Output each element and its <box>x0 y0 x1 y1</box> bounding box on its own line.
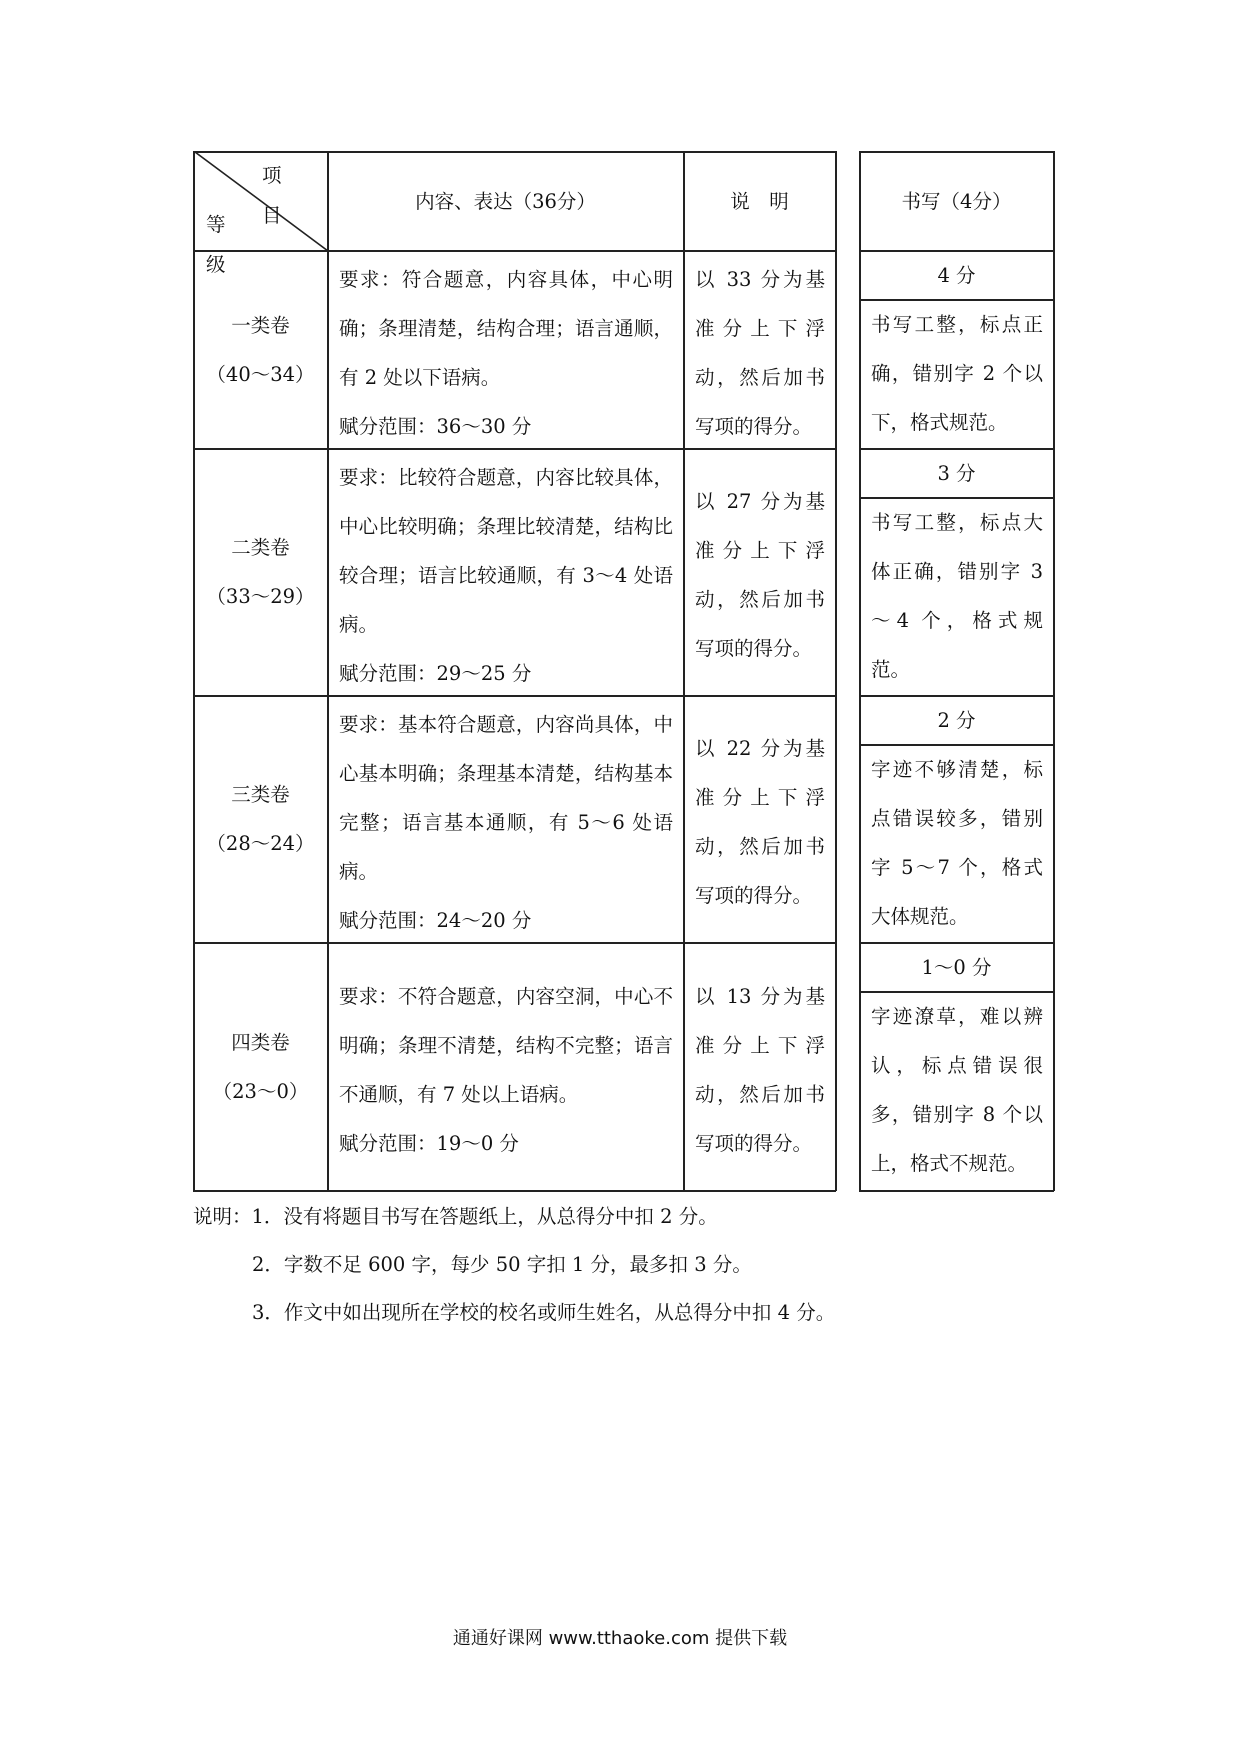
score-range: 赋分范围：29～25 分 <box>339 662 532 685</box>
grade-label: 四类卷 <box>231 1030 290 1054</box>
grade-range: （28～24） <box>206 832 315 855</box>
header-content: 内容、表达（36分） <box>415 189 596 213</box>
grade-label: 二类卷 <box>231 536 290 559</box>
explain-text: 以 33 分为基准分上下浮动，然后加书写项的得分。 <box>695 268 825 438</box>
grade-cell <box>194 251 327 448</box>
grade-label: 一类卷 <box>231 313 290 337</box>
header-explain: 说 明 <box>730 189 789 213</box>
score-range: 赋分范围：24～20 分 <box>339 909 532 932</box>
grade-range: （40～34） <box>206 362 315 386</box>
explain-text: 以 22 分为基准分上下浮动，然后加书写项的得分。 <box>695 737 825 907</box>
grade-range: （33～29） <box>206 585 315 608</box>
grade-cell <box>194 943 327 1190</box>
explain-text: 以 27 分为基准分上下浮动，然后加书写项的得分。 <box>695 490 825 660</box>
footer-source: 通通好课网 www.tthaoke.com 提供下载 <box>452 1628 788 1649</box>
grade-label: 三类卷 <box>231 783 290 806</box>
grade-cell <box>194 696 327 942</box>
requirement-text: 要求：基本符合题意，内容尚具体，中心基本明确；条理基本清楚，结构基本完整；语言基本通顺，有 5～6 处语病。 <box>339 713 673 883</box>
writing-score: 1～0 分 <box>921 955 992 979</box>
note-item: 3．作文中如出现所在学校的校名或师生姓名，从总得分中扣 4 分。 <box>252 1301 836 1324</box>
grade-range: （23～0） <box>212 1079 309 1103</box>
note-item: 说明：1．没有将题目书写在答题纸上，从总得分中扣 2 分。 <box>193 1205 718 1228</box>
writing-desc: 书写工整，标点大体正确，错别字 3～4 个，格式规范。 <box>871 511 1043 681</box>
grade-cell <box>194 449 327 695</box>
requirement-cell <box>328 251 683 448</box>
requirement-text: 要求：比较符合题意，内容比较具体，中心比较明确；条理比较清楚，结构比较合理；语言比较通顺，有 3～4 处语病。 <box>339 466 673 636</box>
corner-top-label: 项目 <box>262 164 282 227</box>
requirement-cell <box>328 696 683 942</box>
notes <box>193 1193 835 1337</box>
score-range: 赋分范围：36～30 分 <box>339 415 532 438</box>
requirement-text: 要求：符合题意，内容具体，中心明确；条理清楚，结构合理；语言通顺，有 2 处以下语病。 <box>339 268 673 389</box>
requirement-cell <box>328 449 683 695</box>
requirement-cell <box>328 968 683 1190</box>
header-writing: 书写（4分） <box>901 189 1012 213</box>
requirement-text: 要求：不符合题意，内容空洞，中心不明确；条理不清楚，结构不完整；语言不通顺，有 7 处以上语病。 <box>339 985 673 1106</box>
writing-desc: 字迹不够清楚，标点错误较多，错别字 5～7 个，格式大体规范。 <box>871 758 1043 928</box>
note-item: 2．字数不足 600 字，每少 50 字扣 1 分，最多扣 3 分。 <box>252 1253 752 1276</box>
corner-bottom-label: 等级 <box>206 213 226 276</box>
score-range: 赋分范围：19～0 分 <box>339 1132 519 1155</box>
writing-score: 3 分 <box>937 461 976 485</box>
writing-desc: 字迹潦草，难以辨认，标点错误很多，错别字 8 个以上，格式不规范。 <box>871 1005 1043 1175</box>
writing-score: 4 分 <box>937 263 976 287</box>
writing-desc: 书写工整，标点正确，错别字 2 个以下，格式规范。 <box>871 313 1043 434</box>
writing-score: 2 分 <box>937 708 976 732</box>
explain-text: 以 13 分为基准分上下浮动，然后加书写项的得分。 <box>695 985 825 1155</box>
